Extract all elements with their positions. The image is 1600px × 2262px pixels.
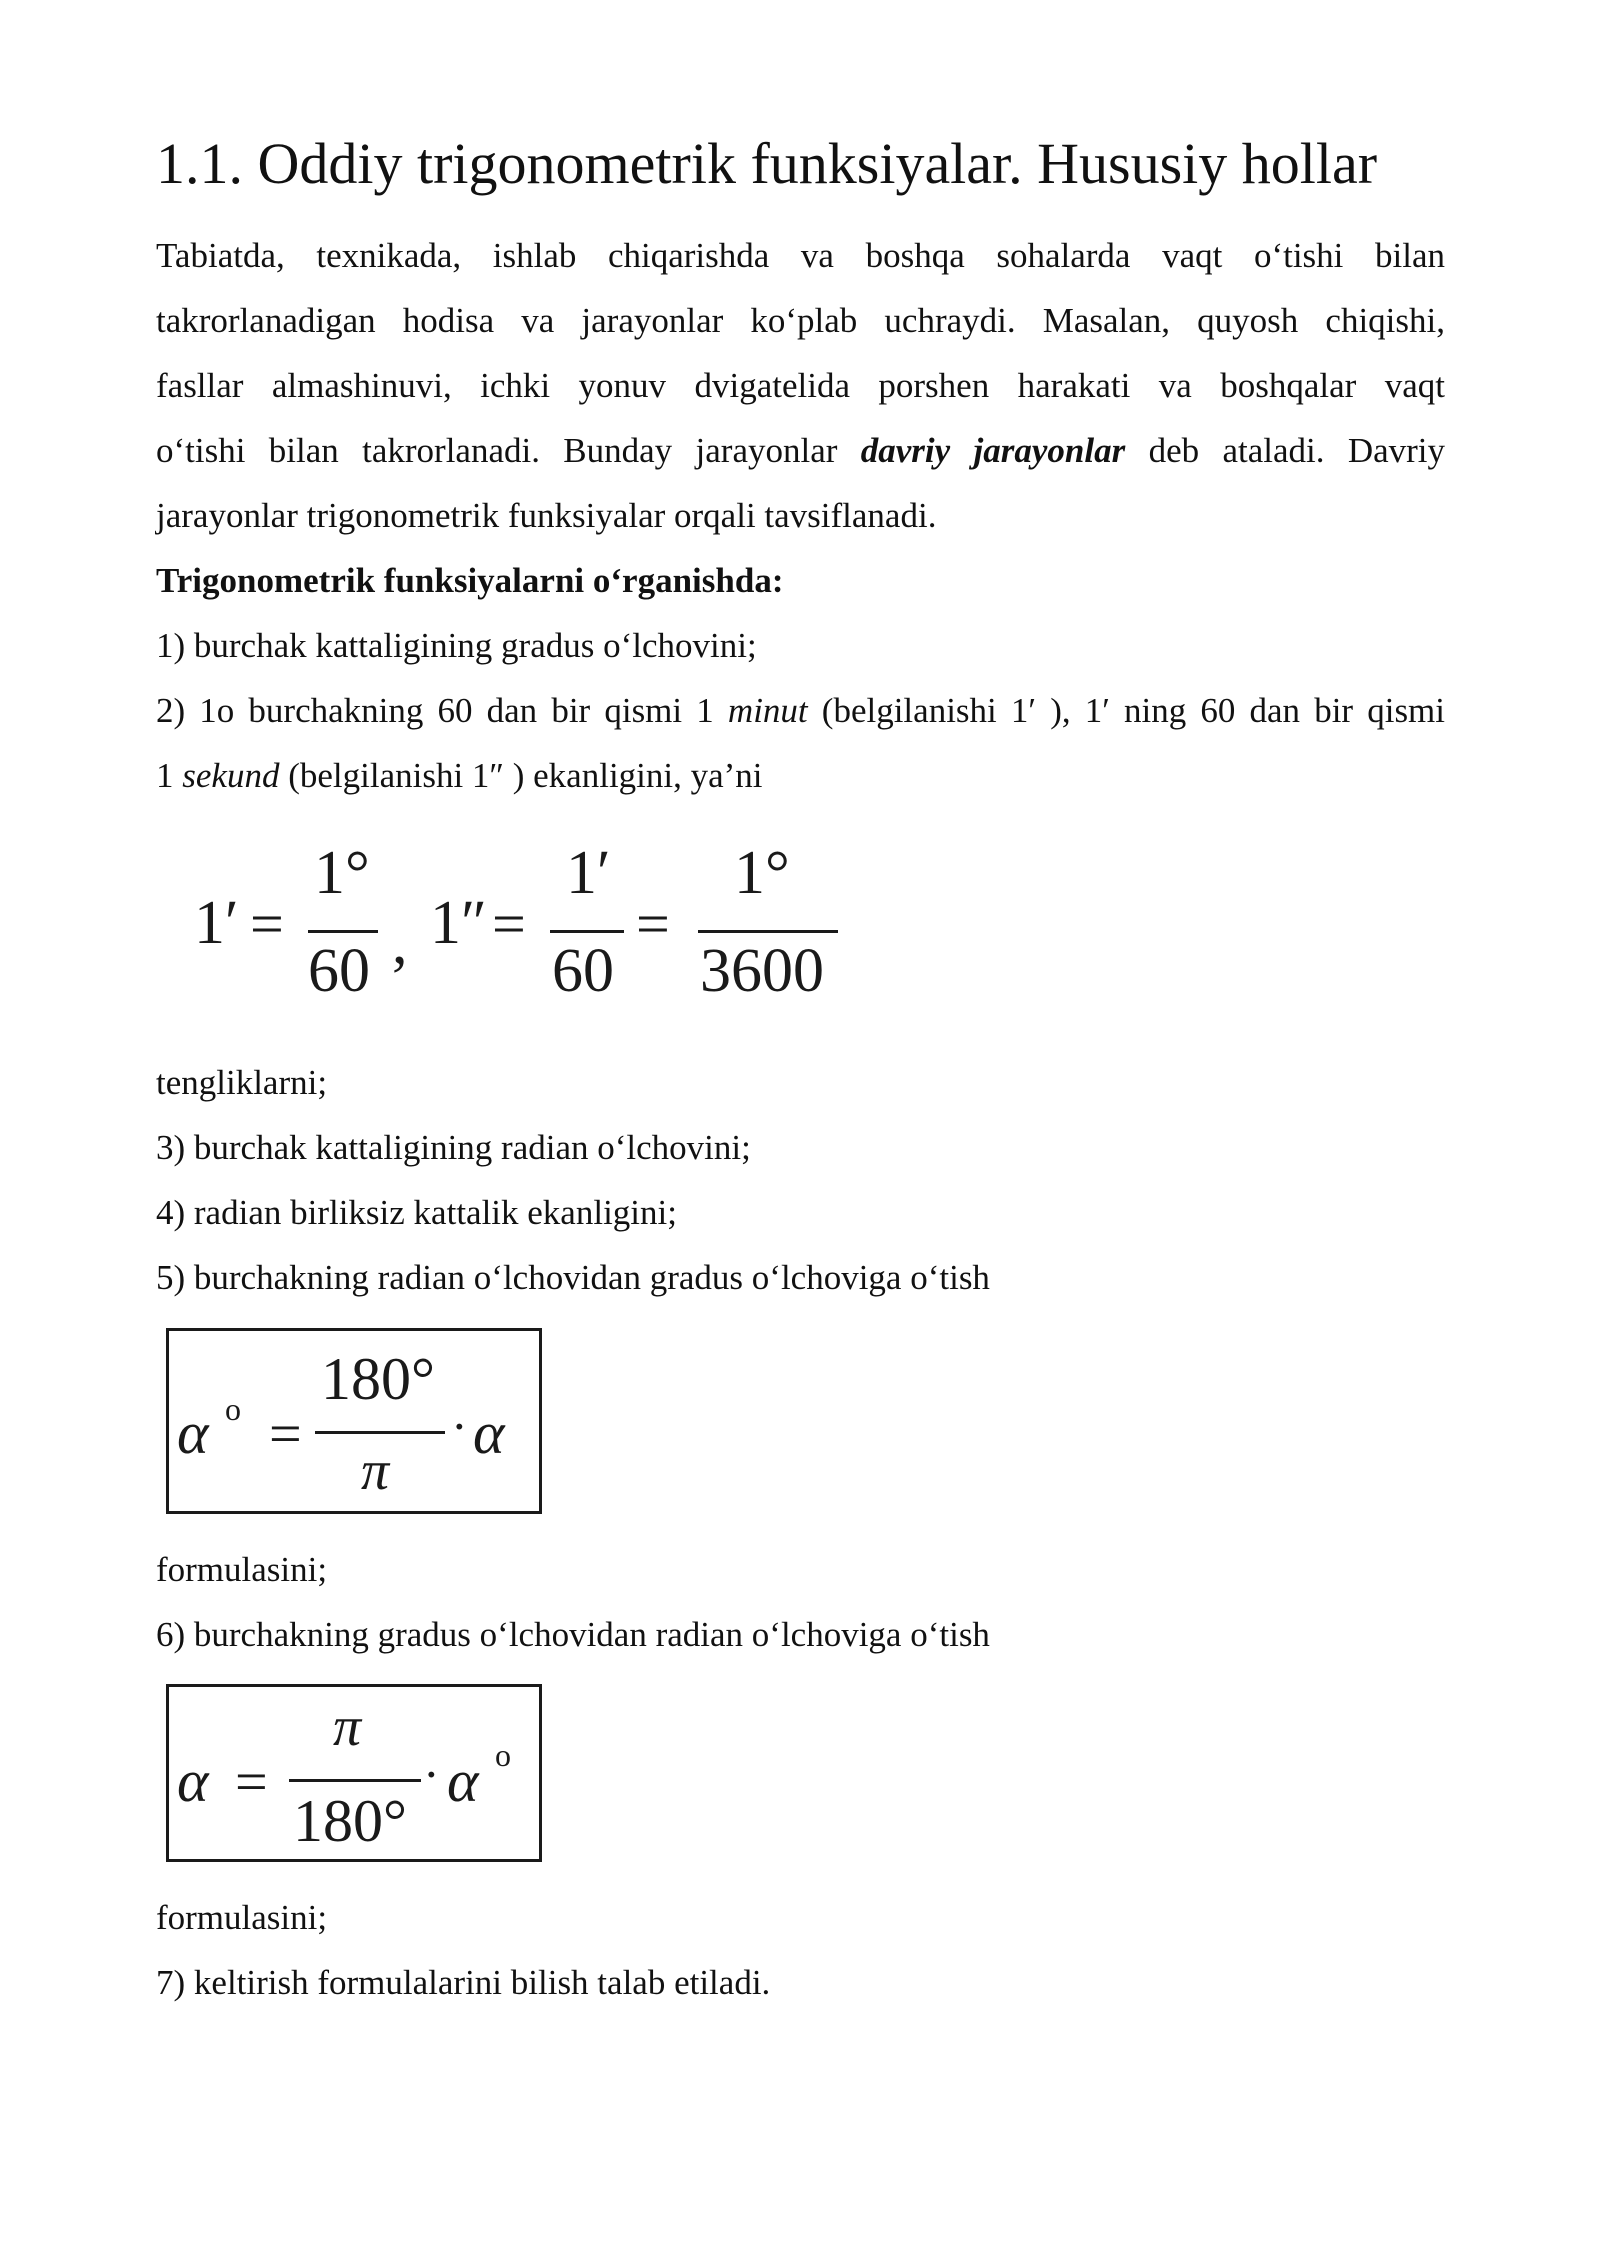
after-equation-text: tengliklarni; xyxy=(156,1063,328,1102)
formula2-pi: π xyxy=(333,1696,362,1758)
list-item-2-part-f: (belgilanishi 1″ ) ekanligini, ya’ni xyxy=(288,756,763,795)
formula-radian-to-degree xyxy=(166,1328,542,1514)
formula1-numerator: 180° xyxy=(321,1346,435,1412)
list-item-2-part-c: (belgilanishi 1′ ), 1′ ning 60 dan bir qismi xyxy=(821,691,1446,730)
list-item-3: 3) burchak kattaligining radian o‘lchovini; xyxy=(156,1128,751,1167)
after-formula-2-text: formulasini; xyxy=(156,1898,328,1937)
eq1-numerator-3: 1° xyxy=(734,839,790,907)
intro-line-4-end: deb ataladi. Davriy xyxy=(1148,431,1446,470)
formula1-dot: · xyxy=(451,1398,468,1454)
term-sekund: sekund xyxy=(182,756,280,795)
intro-line-3: fasllar almashinuvi, ichki yonuv dvigatelida porshen harakati va boshqalar vaqt xyxy=(156,366,1445,405)
formula2-fraction-bar xyxy=(289,1779,421,1782)
formula1-equals: = xyxy=(269,1401,302,1466)
list-item-2 xyxy=(156,689,1445,733)
eq1-numerator-2: 1′ xyxy=(566,839,611,907)
formula1-fraction-bar xyxy=(315,1431,445,1434)
formula2-degree-mark: o xyxy=(495,1737,511,1773)
intro-line-5: jarayonlar trigonometrik funksiyalar orqali tavsiflanadi. xyxy=(156,496,937,535)
eq1-fraction-bar-2 xyxy=(550,930,624,933)
list-item-2-continued xyxy=(156,754,763,798)
list-item-5: 5) burchakning radian o‘lchovidan gradus o‘lchoviga o‘tish xyxy=(156,1258,990,1297)
list-item-2-part-a: 2) 1o burchakning 60 dan bir qismi 1 xyxy=(156,691,714,730)
formula-degree-to-radian xyxy=(166,1684,542,1862)
list-item-2-part-d: 1 xyxy=(156,756,174,795)
eq1-equals-2: = xyxy=(492,891,526,957)
formula1-degree-mark: o xyxy=(225,1391,241,1427)
formula2-equals: = xyxy=(235,1749,268,1814)
eq1-fraction-bar-3 xyxy=(698,930,838,933)
eq1-denominator-2: 60 xyxy=(552,937,614,1005)
formula2-denominator: 180° xyxy=(293,1788,407,1854)
intro-line-4 xyxy=(156,429,1445,473)
intro-line-2: takrorlanadigan hodisa va jarayonlar ko‘plab uchraydi. Masalan, quyosh chiqishi, xyxy=(156,301,1445,340)
intro-line-1: Tabiatda, texnikada, ishlab chiqarishda va boshqa sohalarda vaqt o‘tishi bilan xyxy=(156,236,1445,275)
eq1-comma: , xyxy=(392,909,408,977)
term-minut: minut xyxy=(727,691,808,730)
term-davriy-jarayonlar: davriy jarayonlar xyxy=(860,431,1126,470)
formula1-alpha: α xyxy=(177,1400,209,1466)
equation-minute-second xyxy=(190,840,870,1020)
formula2-dot: · xyxy=(423,1746,440,1802)
eq1-lhs-second: 1″ xyxy=(430,889,487,957)
list-subheading: Trigonometrik funksiyalarni o‘rganishda: xyxy=(156,561,784,600)
formula1-pi: π xyxy=(361,1440,390,1502)
eq1-denominator-1: 60 xyxy=(308,937,370,1005)
eq1-numerator-1: 1° xyxy=(314,839,370,907)
eq1-fraction-bar-1 xyxy=(308,930,378,933)
eq1-equals-3: = xyxy=(636,891,670,957)
after-formula-1-text: formulasini; xyxy=(156,1550,328,1589)
formula1-alpha-rad: α xyxy=(473,1400,505,1466)
eq1-denominator-3: 3600 xyxy=(700,937,824,1005)
list-item-6: 6) burchakning gradus o‘lchovidan radian o‘lchoviga o‘tish xyxy=(156,1615,990,1654)
list-item-4: 4) radian birliksiz kattalik ekanligini; xyxy=(156,1193,677,1232)
intro-line-4-start: o‘tishi bilan takrorlanadi. Bunday jarayonlar xyxy=(156,431,838,470)
list-item-7: 7) keltirish formulalarini bilish talab etiladi. xyxy=(156,1963,771,2002)
formula2-alpha: α xyxy=(177,1748,209,1814)
eq1-lhs-minute: 1′ xyxy=(194,889,239,957)
eq1-equals-1: = xyxy=(250,891,284,957)
list-item-1: 1) burchak kattaligining gradus o‘lchovini; xyxy=(156,626,757,665)
formula2-alpha-deg: α xyxy=(447,1748,479,1814)
section-heading: 1.1. Oddiy trigonometrik funksiyalar. Hususiy hollar xyxy=(156,131,1378,196)
